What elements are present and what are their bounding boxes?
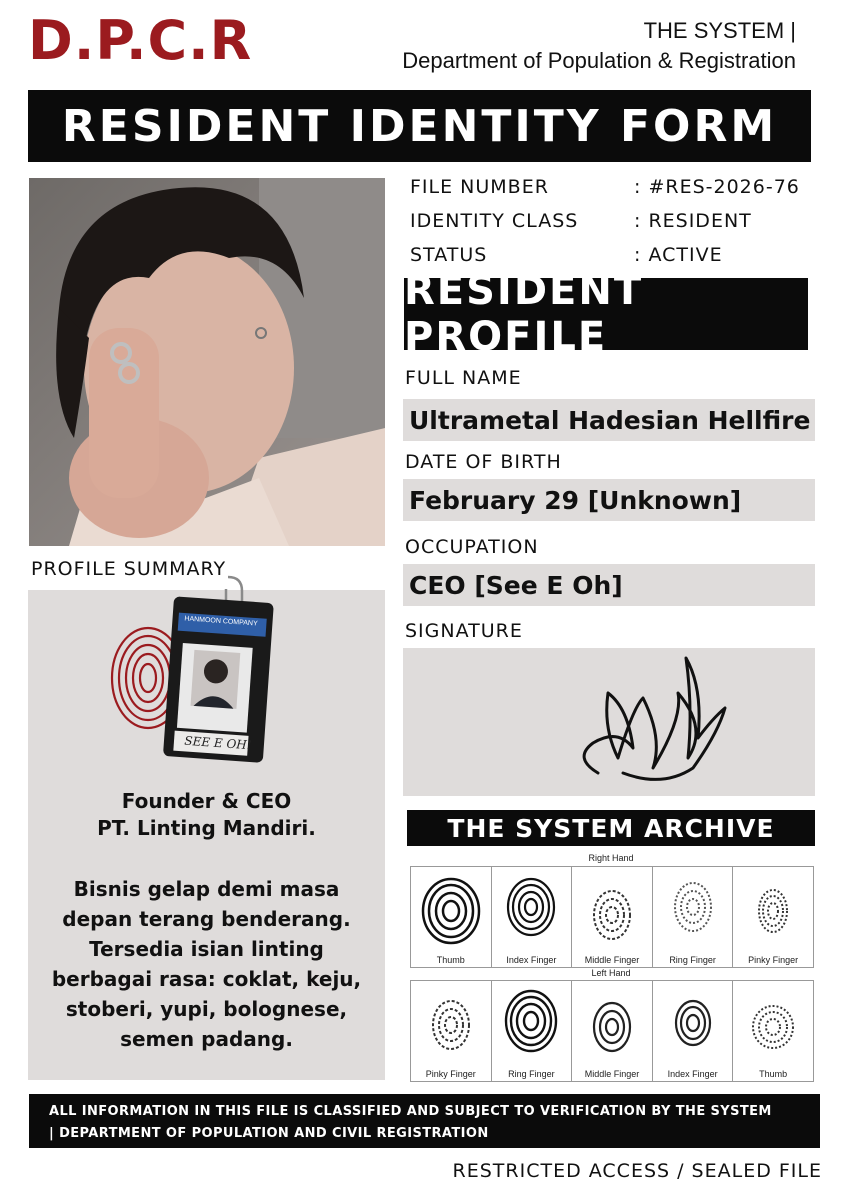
summary-desc-line: Bisnis gelap demi masa [73,877,340,901]
status-label: STATUS [410,244,488,266]
classified-notice-line-2: | DEPARTMENT OF POPULATION AND CIVIL REGISTRATION [49,1126,489,1141]
system-archive-banner [407,810,815,846]
role-line-2: PT. Linting Mandiri. [97,816,316,840]
fingerprint-icon [501,875,561,945]
fingerprint-icon [501,989,561,1059]
summary-desc-line: stoberi, yupi, bolognese, [65,997,348,1021]
role-line-1: Founder & CEO [121,789,292,813]
summary-desc-line: berbagai rasa: coklat, keju, [51,967,362,991]
dob-field [403,479,815,521]
finger-label: Index Finger [667,1069,718,1079]
fingerprint-cell [733,981,813,1081]
form-title-banner [28,90,811,162]
full-name-label: FULL NAME [405,367,522,389]
profile-summary-label: PROFILE SUMMARY [31,558,227,580]
finger-label: Thumb [436,955,465,965]
finger-label: Index Finger [506,955,557,965]
fingerprint-icon [743,875,803,945]
file-number-label: FILE NUMBER [410,176,549,198]
signature-field [403,648,815,796]
fingerprint-cell [572,867,653,967]
dob-label: DATE OF BIRTH [405,451,562,473]
signature-label: SIGNATURE [405,620,523,642]
resident-profile-heading: RESIDENT PROFILE [404,268,644,360]
identity-class-value: : RESIDENT [634,210,752,232]
resident-profile-banner [404,268,808,360]
finger-label: Ring Finger [508,1069,555,1079]
finger-label: Middle Finger [584,1069,640,1079]
fingerprint-icon [663,989,723,1059]
occupation-field [403,564,815,606]
fingerprint-cell [653,867,734,967]
file-number-value: : #RES-2026-76 [634,176,800,198]
fingerprint-icon [582,875,642,945]
fingerprint-panel [407,852,815,1080]
fingerprint-cell [411,867,492,967]
badge-company: HANMOON COMPANY [184,615,258,628]
fingerprint-cell [572,981,653,1081]
full-name-value: Ultrametal Hadesian Hellfire [409,405,811,435]
summary-desc-line: Tersedia isian linting [89,937,324,961]
fingerprint-icon [743,989,803,1059]
fingerprint-cell [653,981,734,1081]
right-hand-row [410,866,814,968]
occupation-label: OCCUPATION [405,536,539,558]
system-title: THE SYSTEM | [643,18,796,43]
fingerprint-icon [421,875,481,945]
fingerprint-cell [733,867,813,967]
full-name-field [403,399,815,441]
signature-scribble [403,648,815,796]
form-title: RESIDENT IDENTITY FORM [61,100,778,152]
status-value: : ACTIVE [634,244,723,266]
fingerprint-icon [582,989,642,1059]
dpcr-logo: D.P.C.R [28,9,253,72]
finger-label: Pinky Finger [748,955,799,965]
badge-handwriting: SEE E OH! [183,733,253,753]
system-archive-heading: THE SYSTEM ARCHIVE [447,813,775,843]
left-hand-row [410,980,814,1082]
resident-photo [29,178,385,546]
occupation-value: CEO [See E Oh] [409,570,623,600]
summary-desc-line: semen padang. [120,1027,293,1051]
restricted-access-label: RESTRICTED ACCESS / SEALED FILE [452,1160,822,1182]
finger-label: Ring Finger [669,955,716,965]
fingerprint-cell [492,867,573,967]
fingerprint-cell [411,981,492,1081]
finger-label: Thumb [759,1069,788,1079]
fingerprint-icon [663,875,723,945]
classified-notice-bar [29,1094,820,1148]
summary-desc-line: depan terang benderang. [62,907,351,931]
right-hand-label: Right Hand [588,853,634,863]
finger-label: Middle Finger [584,955,640,965]
fingerprint-cell [492,981,573,1081]
dob-value: February 29 [Unknown] [409,485,742,515]
finger-label: Pinky Finger [425,1069,476,1079]
identity-class-label: IDENTITY CLASS [410,210,579,232]
left-hand-label: Left Hand [591,968,631,978]
department-name: Department of Population & Registration [402,48,796,73]
fingerprint-icon [421,989,481,1059]
classified-notice-line-1: ALL INFORMATION IN THIS FILE IS CLASSIFIED AND SUBJECT TO VERIFICATION BY THE SYSTEM [49,1104,772,1119]
